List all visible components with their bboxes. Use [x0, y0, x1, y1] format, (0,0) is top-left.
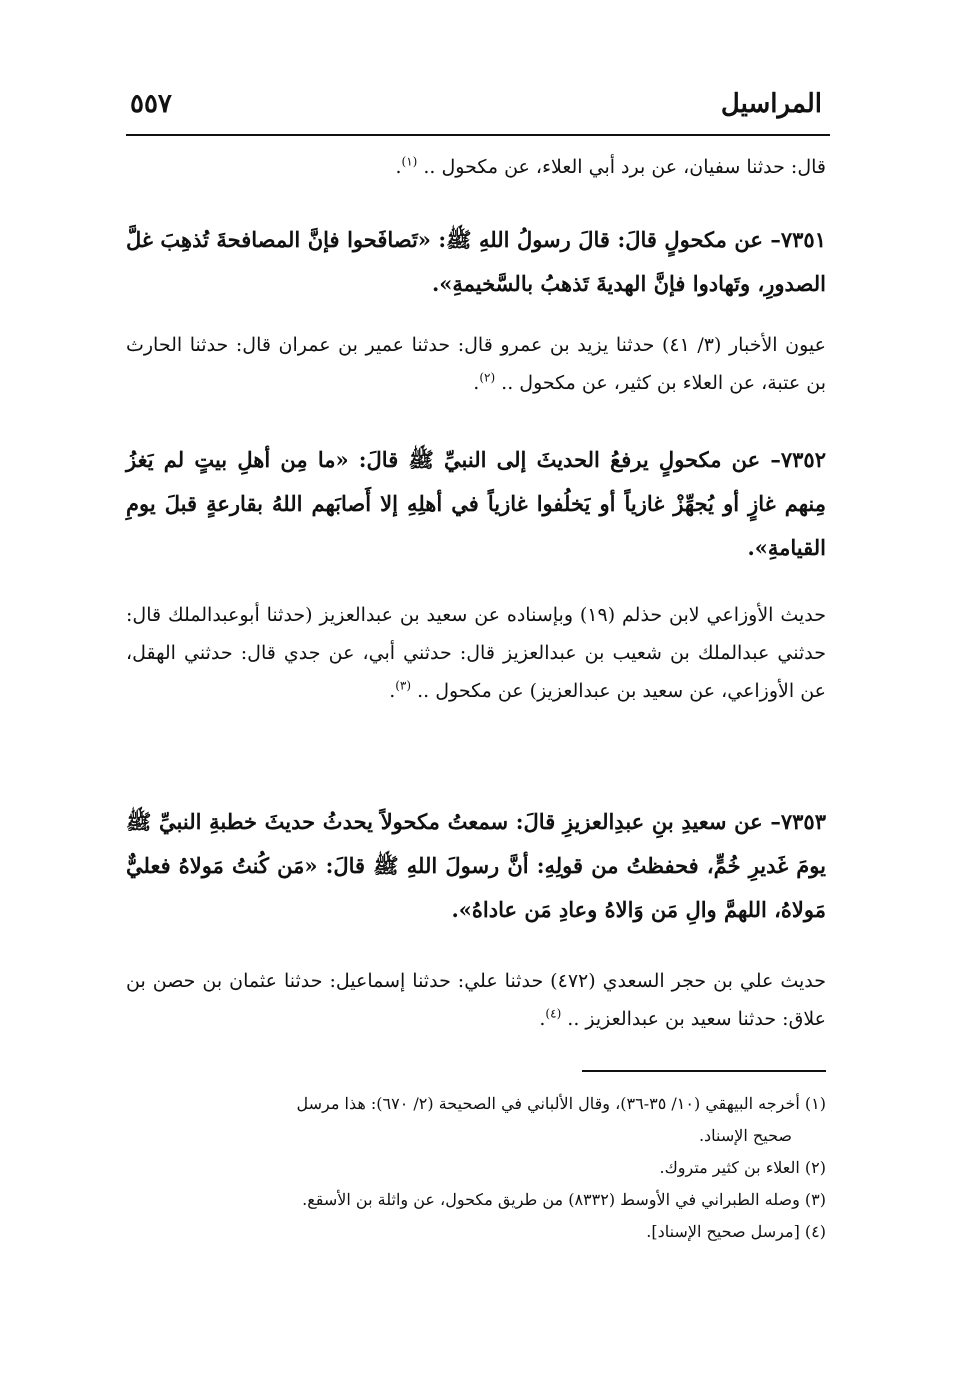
- hadith-text: – عن مكحولٍ قالَ: قالَ رسولُ اللهِ ﷺ: «تَصافَحوا فإنَّ المصافحةَ تُذهِبَ غلَّ الصدورِ، وتَهادوا فإنَّ الهديةَ تَذهبُ بالسَّخيمةِ».: [126, 227, 826, 296]
- footnote-text: وصله الطبراني في الأوسط (٨٣٣٢) من طريق مكحول، عن واثلة بن الأسقع.: [302, 1190, 800, 1209]
- footnote-ref[interactable]: (٢): [479, 370, 496, 385]
- page-number: ٥٥٧: [130, 89, 172, 119]
- footnote-item: [126, 1184, 826, 1216]
- footnote-marker: (١): [804, 1094, 826, 1113]
- running-title: المراسيل: [720, 89, 822, 119]
- source-paragraph: قال: حدثنا سفيان، عن برد أبي العلاء، عن مكحول .. $^{(١)}$.: [395, 154, 826, 178]
- footnote-ref[interactable]: (٣): [395, 678, 412, 693]
- hadith-number: ٧٣٥٢: [780, 447, 826, 472]
- hadith-number: ٧٣٥١: [780, 227, 826, 252]
- hadith-paragraph: [126, 800, 826, 932]
- footnote-item: [126, 1216, 826, 1248]
- source-paragraph: حديث الأوزاعي لابن حذلم (١٩) وبإسناده عن سعيد بن عبدالعزيز (حدثنا أبوعبدالملك قال: حدثني عبدالملك بن شعيب بن عبدالعزيز قال: حدثني أبي، عن جدي قال: حدثني الهقل، عن الأوزاعي، عن سعيد بن عبدالعزيز) عن مكحول .. $^{(٣)}$.: [126, 604, 826, 702]
- footnotes: [126, 1088, 826, 1248]
- footnote-ref[interactable]: (٤): [545, 1006, 562, 1021]
- footnote-text: [مرسل صحيح الإسناد].: [646, 1222, 800, 1241]
- hadith-paragraph: [126, 438, 826, 570]
- hadith-number: ٧٣٥٣: [780, 809, 826, 834]
- footnote-marker: (٤): [804, 1222, 826, 1241]
- footnote-ref[interactable]: (١): [401, 154, 418, 169]
- footnote-separator: [582, 1070, 826, 1072]
- source-paragraph: حديث علي بن حجر السعدي (٤٧٢) حدثنا علي: حدثنا إسماعيل: حدثنا عثمان بن حصن بن علاق: حدثنا سعيد بن عبدالعزيز .. $^{(٤)}$.: [126, 970, 826, 1030]
- footnote-continuation: صحيح الإسناد.: [698, 1126, 792, 1145]
- hadith-text: – عن مكحولٍ يرفعُ الحديثَ إلى النبيِّ ﷺ قالَ: «ما مِن أهلِ بيتٍ لم يَغزُ مِنهم غازٍ أو يُجهِّزْ غازياً أو يَخلُفوا غازياً في أهلِهِ إلا أَصابَهم اللهُ بقارعةٍ قبلَ يومِ القيامةِ».: [126, 447, 826, 560]
- footnote-text: العلاء بن كثير متروك.: [659, 1158, 800, 1177]
- hadith-text: – عن سعيدِ بنِ عبدِالعزيزِ قالَ: سمعتُ مكحولاً يحدثُ حديثَ خطبةِ النبيِّ ﷺ يومَ غَديرِ خُمٍّ، فحفظتُ من قولِهِ: أنَّ رسولَ اللهِ ﷺ قالَ: «مَن كُنتُ مَولاهُ فعليٌّ مَولاهُ، اللهمَّ والِ مَن وَالاهُ وعادِ مَن عاداهُ».: [126, 809, 826, 922]
- footnote-marker: (٢): [804, 1158, 826, 1177]
- footnote-text: أخرجه البيهقي (١٠/ ٣٥-٣٦)، وقال الألباني في الصحيحة (٢/ ٦٧٠): هذا مرسل: [296, 1094, 800, 1113]
- footnote-marker: (٣): [804, 1190, 826, 1209]
- footnote-item: [126, 1152, 826, 1184]
- footnote-item: [126, 1088, 826, 1120]
- header-rule: [126, 134, 830, 136]
- hadith-paragraph: [126, 218, 826, 306]
- source-paragraph: عيون الأخبار (٣/ ٤١) حدثنا يزيد بن عمرو قال: حدثنا عمير بن عمران قال: حدثنا الحارث بن عتبة، عن العلاء بن كثير، عن مكحول .. $^{(٢)}$.: [126, 334, 826, 394]
